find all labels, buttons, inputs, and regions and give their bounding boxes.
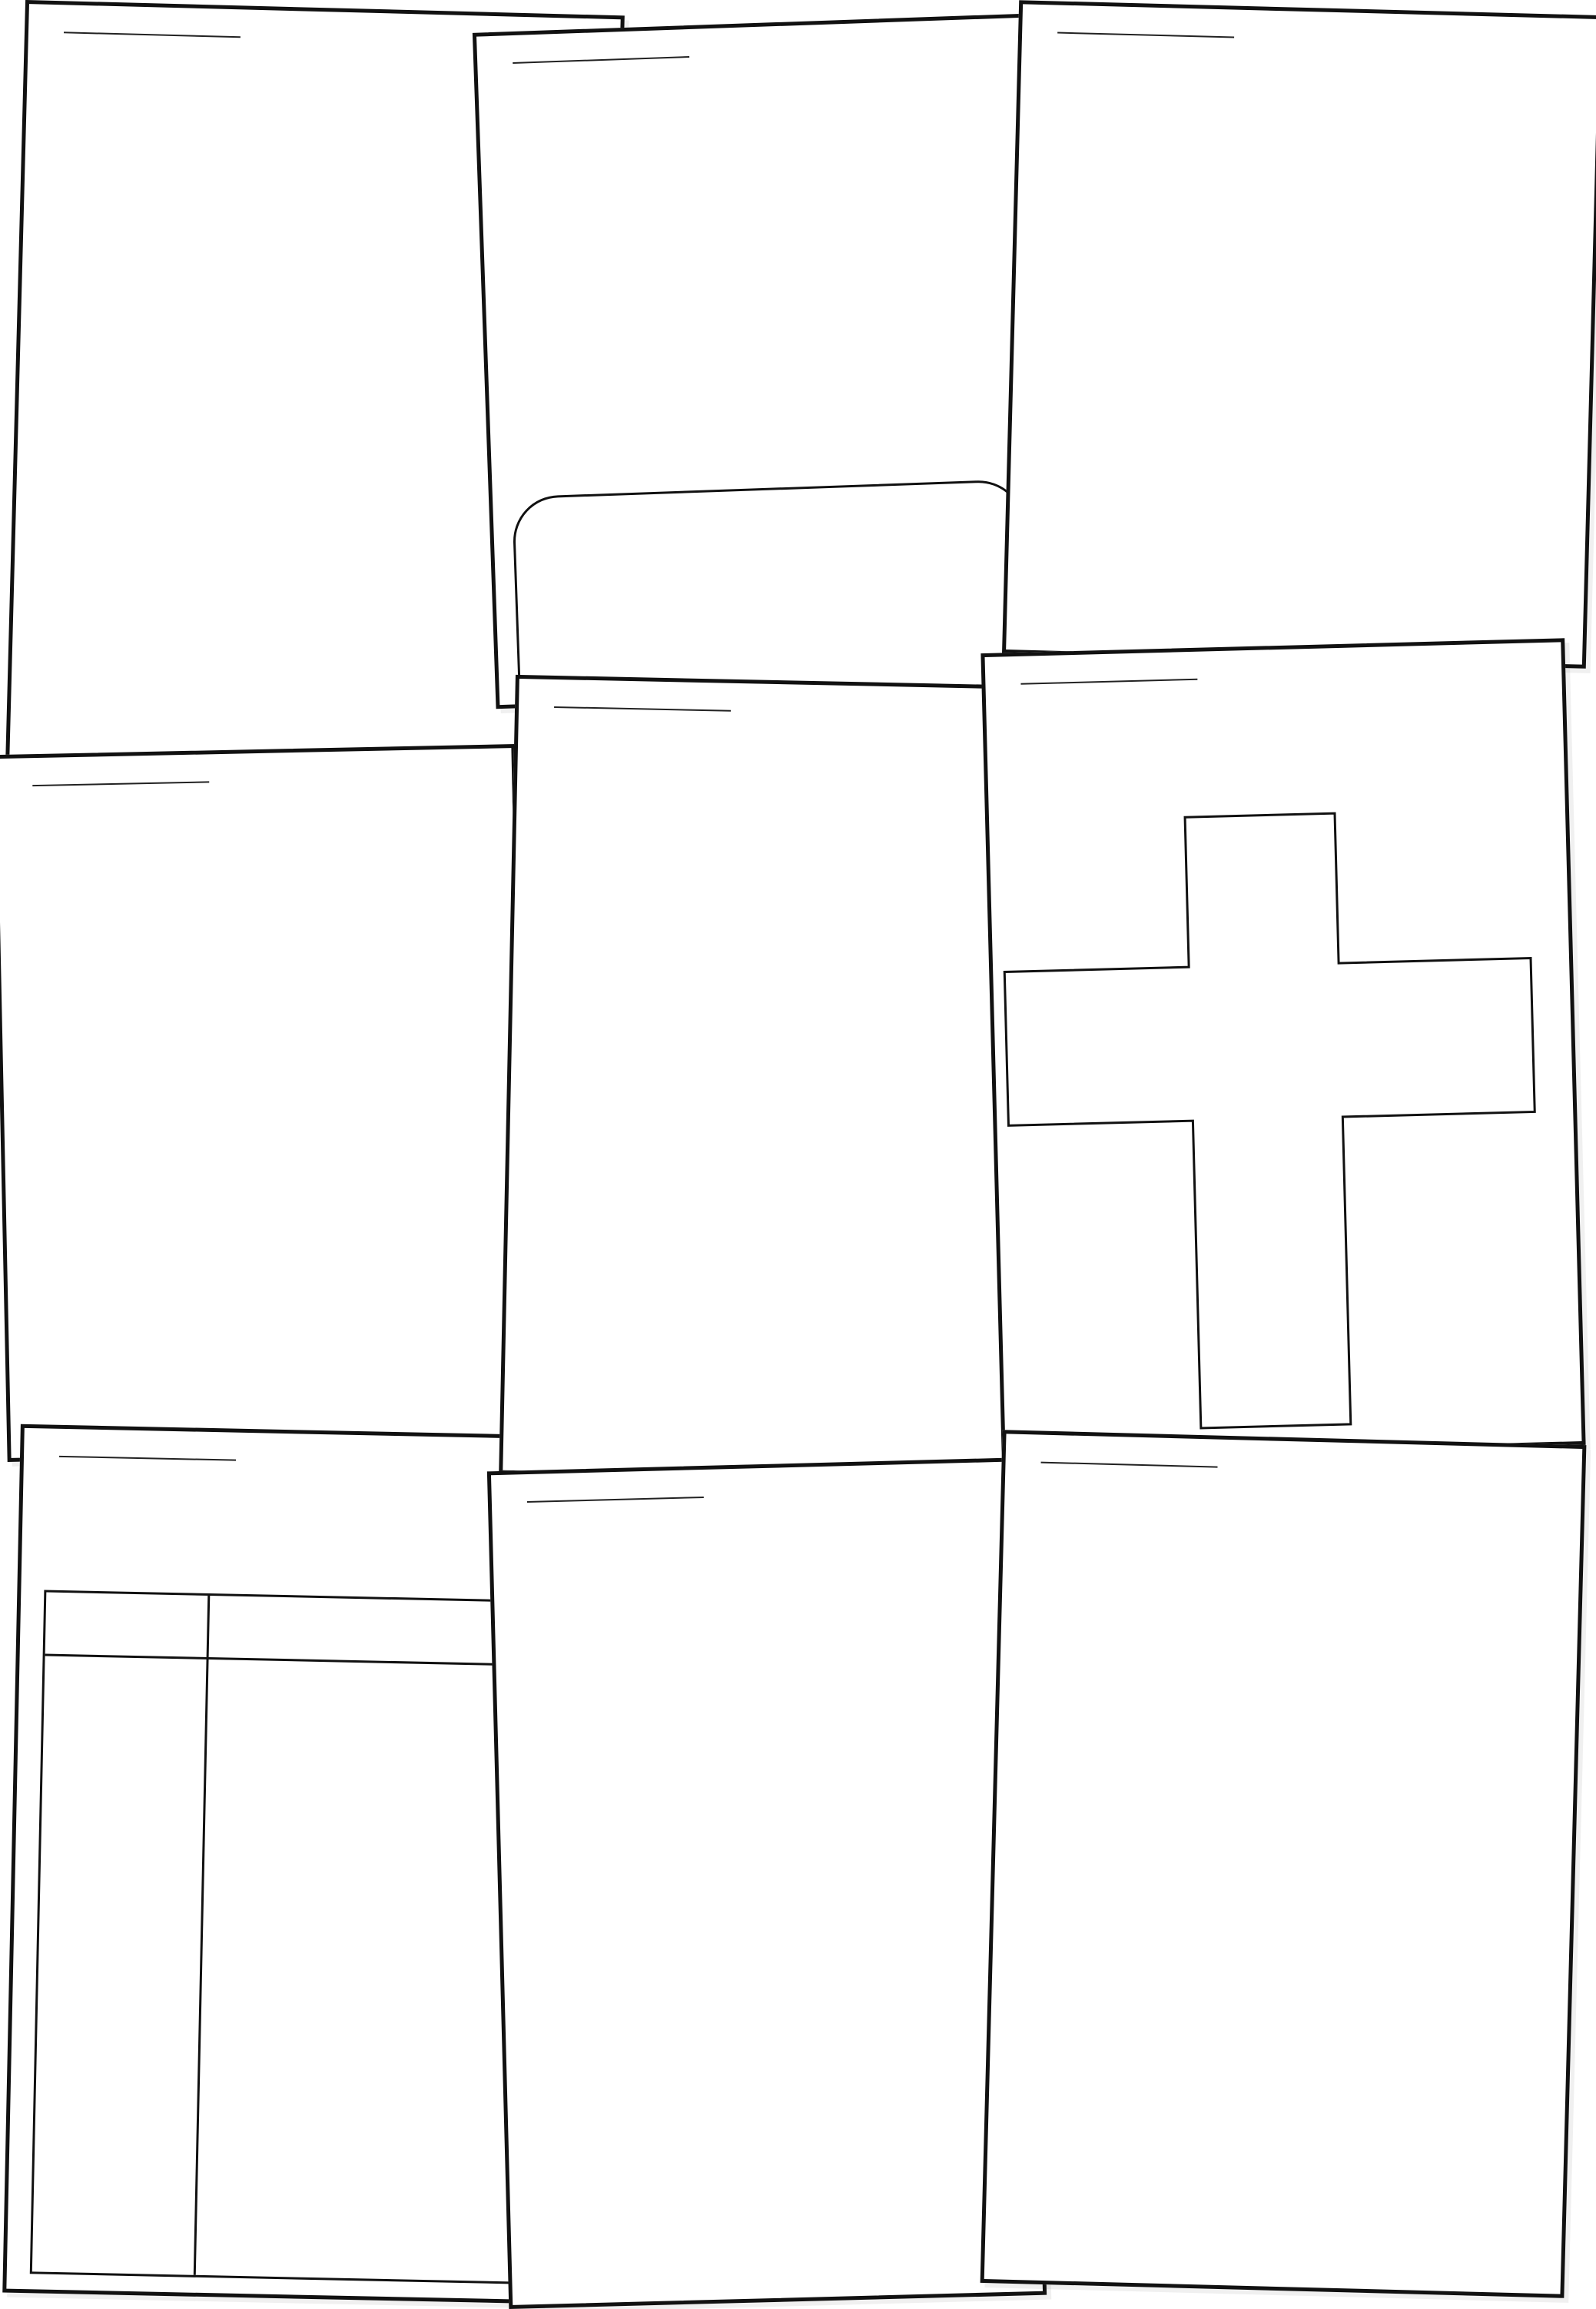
odd-one-out-rows [1023,4,1596,19]
worksheet-header [55,1443,523,1453]
worksheet-interview [2,1424,559,2304]
worksheet-title [1022,50,1596,65]
drawing-area[interactable] [512,479,1031,709]
worksheet-unscramble [0,744,530,1462]
worksheet-header [59,18,589,32]
worksheet-instructions [533,775,1046,786]
worksheet-instructions [118,114,526,125]
worksheet-almsgiving [499,675,1046,1485]
col-giving-up [211,1613,533,1620]
worksheet-header [28,762,481,772]
worksheet-instructions [22,856,490,866]
column-divider [194,1596,211,2275]
name-line[interactable] [1041,1450,1218,1468]
name-line[interactable] [32,769,209,786]
worksheet-my-lent-promise [473,14,1049,709]
table-header-row [45,1593,534,1666]
name-line[interactable] [554,694,731,712]
worksheet-header [522,1476,990,1488]
worksheet-title [23,1482,553,1493]
terms-column [29,4,621,19]
cross-outline[interactable] [985,642,1586,1460]
worksheet-instructions [499,129,1026,148]
name-label [508,49,509,68]
worksheet-title [557,722,1041,732]
worksheet-title [508,1511,1023,1525]
name-label [1036,1448,1037,1467]
worksheet-instructions [45,1536,529,1546]
worksheet-instructions [1004,1537,1580,1553]
name-label [549,693,550,712]
definitions-column [29,4,621,19]
worksheet-header [549,693,1010,703]
worksheet-header [1037,1448,1551,1462]
worksheet-instructions [1020,111,1596,127]
worksheet-header [508,32,992,49]
name-line[interactable] [1057,20,1234,38]
worksheet-title [0,802,513,812]
name-line[interactable] [526,1484,703,1503]
col-classmate-name [46,1610,207,1613]
interview-table [30,1590,536,2284]
name-label [59,18,60,37]
worksheet-title [1005,1480,1581,1495]
worksheet-draw-it [980,1430,1587,2298]
name-label [522,1488,523,1507]
name-line[interactable] [59,1444,236,1461]
name-line[interactable] [513,44,689,64]
name-line[interactable] [64,19,241,38]
worksheet-my-lent-cross [980,638,1585,1460]
worksheet-title [478,71,1024,91]
worksheet-header [1053,18,1568,32]
worksheet-word-search [487,1457,1047,2309]
worksheet-odd-one-out [1002,0,1596,669]
